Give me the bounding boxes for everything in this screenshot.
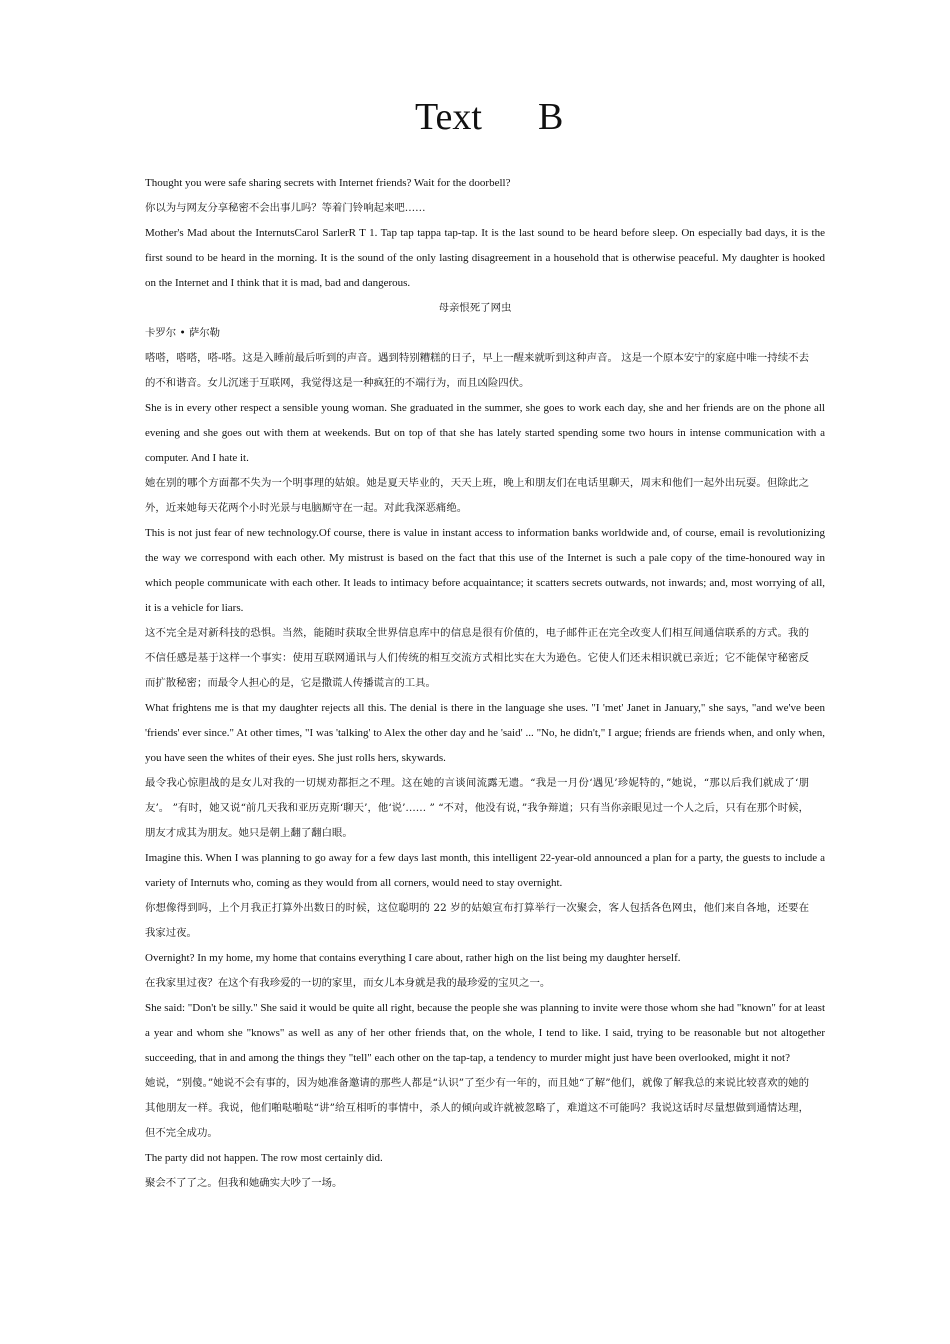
paragraph-7-zh: 她说，“别傻。”她说不会有事的，因为她准备邀请的那些人都是“认识”了至少有一年的，而且她“了解”他们，就像了解我总的来说比较喜欢的她的其他朋友一样。我说，他们啪哒啪哒“讲”给互相听的事情中，杀人的倾向或许就被忽略了，难道这不可能吗？我说这话时尽量想做到通情达理，但不完全成功。	[145, 1077, 809, 1139]
paragraph-4-en: What frightens me is that my daughter rejects all this. The denial is there in the language she uses. "I 'met' Janet in January," she says, "and we've been 'friends' ever since." At other times, "I was 'talking' to Alex the other day and he 'said' ... "No, he didn't," I argue; friends are friends when, and only when, you have seen the whites of their eyes. She just rolls hers, skywards.	[145, 702, 825, 764]
paragraph-8-en: The party did not happen. The row most certainly did.	[145, 1152, 383, 1164]
paragraph-1-zh: 嗒嗒，嗒嗒，嗒-嗒。这是入睡前最后听到的声音。遇到特别糟糕的日子，早上一醒来就听到这种声音。 这是一个原本安宁的家庭中唯一持续不去的不和谐音。女儿沉迷于互联网，我觉得这是一种疯狂的不端行为，而且凶险四伏。	[145, 352, 809, 389]
title-word-b: B	[537, 96, 564, 138]
document-title	[415, 98, 563, 136]
intro-question-en: Thought you were safe sharing secrets with Internet friends? Wait for the doorbell?	[145, 177, 511, 189]
paragraph-2-en: She is in every other respect a sensible young woman. She graduated in the summer, she goes to work each day, she and her friends are on the phone all evening and she goes out with them at weekends. But on top of that she has lately started spending some two hours in intense communication with a computer. And I hate it.	[145, 402, 825, 464]
paragraph-8-zh: 聚会不了了之。但我和她确实大吵了一场。	[145, 1177, 343, 1189]
paragraph-2-zh: 她在别的哪个方面都不失为一个明事理的姑娘。她是夏天毕业的，天天上班，晚上和朋友们在电话里聊天，周末和他们一起外出玩耍。但除此之外，近来她每天花两个小时光景与电脑厮守在一起。对此我深恶痛绝。	[145, 477, 809, 514]
paragraph-6-en: Overnight? In my home, my home that contains everything I care about, rather high on the list being my daughter herself.	[145, 952, 681, 964]
document-body	[145, 171, 825, 1196]
article-title-zh: 母亲恨死了网虫	[438, 302, 512, 314]
author-byline-zh: 卡罗尔 • 萨尔勒	[145, 327, 221, 339]
paragraph-3-en: This is not just fear of new technology.Of course, there is value in instant access to information banks worldwide and, of course, email is revolutionizing the way we correspond with each other. My mistrust is based on the fact that this use of the Internet is such a pale copy of the time-honoured way in which people communicate with each other. It leads to intimacy before acquaintance; it scatters secrets outwards, not inwards; and, most worrying of all, it is a vehicle for liars.	[145, 527, 825, 614]
paragraph-5-zh: 你想像得到吗，上个月我正打算外出数日的时候，这位聪明的 22 岁的姑娘宣布打算举行一次聚会，客人包括各色网虫，他们来自各地，还要在我家过夜。	[145, 902, 809, 939]
paragraph-6-zh: 在我家里过夜？在这个有我珍爱的一切的家里，而女儿本身就是我的最珍爱的宝贝之一。	[145, 977, 551, 989]
intro-question-zh: 你以为与网友分享秘密不会出事儿吗？等着门铃响起来吧……	[145, 202, 426, 214]
paragraph-1-en: Mother's Mad about the InternutsCarol SarlerR T 1. Tap tap tappa tap-tap. It is the last sound to be heard before sleep. On especially bad days, it is the first sound to be heard in the morning. It is the sound of the only lasting disagreement in a household that is otherwise peaceful. My daughter is hooked on the Internet and I think that it is mad, bad and dangerous.	[145, 227, 825, 289]
title-word-text: Text	[415, 96, 482, 138]
paragraph-3-zh: 这不完全是对新科技的恐惧。当然，能随时获取全世界信息库中的信息是很有价值的，电子邮件正在完全改变人们相互间通信联系的方式。我的不信任感是基于这样一个事实：使用互联网通讯与人们传统的相互交流方式相比实在大为逊色。它使人们还未相识就已亲近；它不能保守秘密反而扩散秘密；而最令人担心的是，它是撒谎人传播谎言的工具。	[145, 627, 809, 689]
paragraph-4-zh: 最令我心惊胆战的是女儿对我的一切规劝都拒之不理。这在她的言谈间流露无遗。“我是一月份‘遇见’珍妮特的，”她说，“那以后我们就成了‘朋友’。 ”有时，她又说“前几天我和亚历克斯‘聊天’，他‘说’…… ” “不对，他没有说，”我争辩道；只有当你亲眼见过一个人之后，只有在那个时候，朋友才成其为朋友。她只是朝上翻了翻白眼。	[145, 777, 809, 839]
paragraph-7-en: She said: "Don't be silly." She said it would be quite all right, because the people she was planning to invite were those whom she had "known" for at least a year and whom she "knows" as well as any of her other friends that, on the whole, I tend to like. I said, trying to be reasonable but not altogether succeeding, that in and among the things they "tell" each other on the tap-tap, a tendency to murder might just have been overlooked, might it not?	[145, 1002, 826, 1064]
paragraph-5-en: Imagine this. When I was planning to go away for a few days last month, this intelligent 22-year-old announced a plan for a party, the guests to include a variety of Internuts who, coming as they would from all corners, would need to stay overnight.	[145, 852, 825, 889]
